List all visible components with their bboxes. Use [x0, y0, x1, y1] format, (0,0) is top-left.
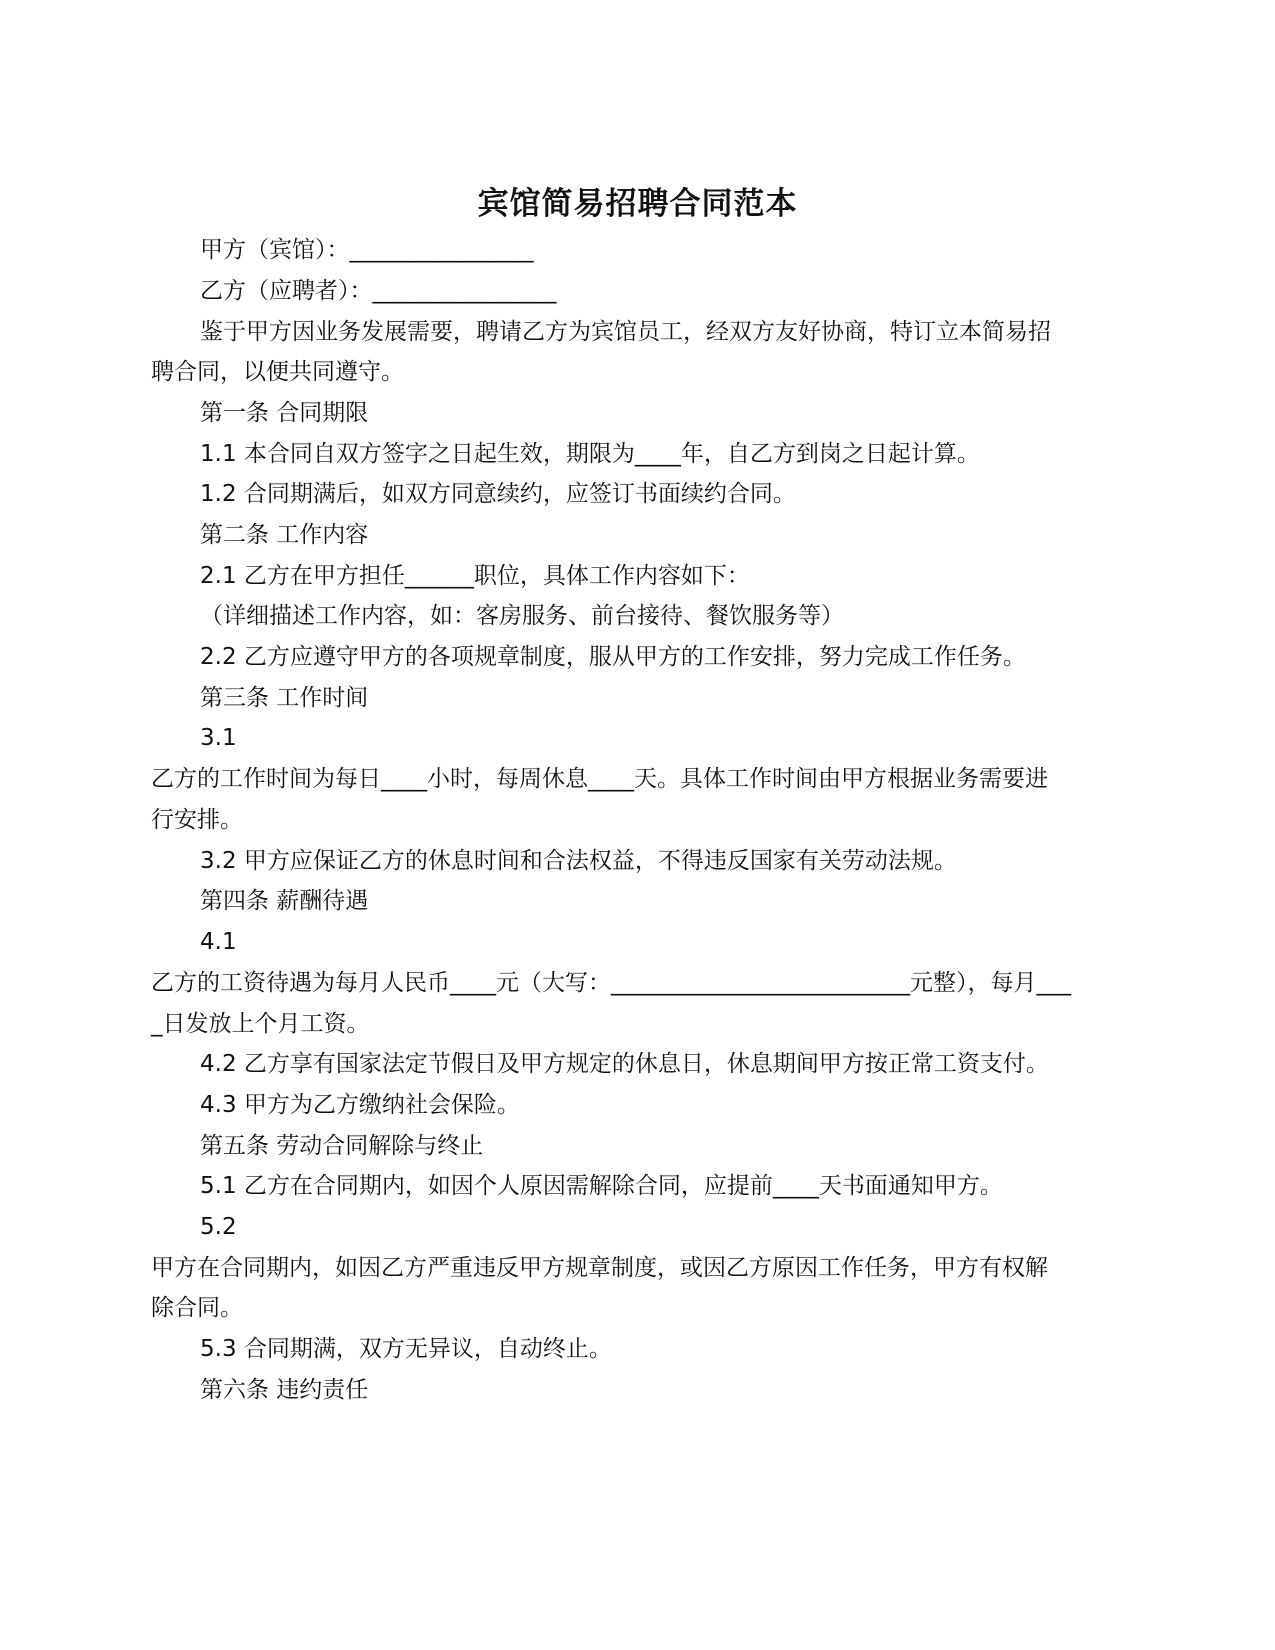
- clause-1-1: 1.1 本合同自双方签字之日起生效，期限为____年，自乙方到岗之日起计算。: [200, 441, 980, 467]
- clause-4-1-line-1: 乙方的工资待遇为每月人民币____元（大写：__________________________元整），每月___: [151, 970, 1071, 996]
- article-4-heading: 第四条 薪酬待遇: [200, 888, 369, 914]
- clause-5-3: 5.3 合同期满，双方无异议，自动终止。: [200, 1336, 612, 1362]
- article-1-heading: 第一条 合同期限: [200, 400, 369, 426]
- clause-4-1-number: 4.1: [200, 929, 237, 955]
- article-6-heading: 第六条 违约责任: [200, 1377, 369, 1403]
- clause-5-2-number: 5.2: [200, 1214, 237, 1240]
- clause-4-2: 4.2 乙方享有国家法定节假日及甲方规定的休息日，休息期间甲方按正常工资支付。: [200, 1051, 1049, 1077]
- clause-5-2-line-2: 除合同。: [151, 1295, 243, 1321]
- clause-2-1-detail: （详细描述工作内容，如：客房服务、前台接待、餐饮服务等）: [200, 603, 844, 629]
- document-title: 宾馆简易招聘合同范本: [477, 186, 798, 222]
- clause-3-1-line-1: 乙方的工作时间为每日____小时，每周休息____天。具体工作时间由甲方根据业务需要进: [151, 766, 1048, 792]
- article-5-heading: 第五条 劳动合同解除与终止: [200, 1133, 484, 1159]
- preamble-line-1: 鉴于甲方因业务发展需要，聘请乙方为宾馆员工，经双方友好协商，特订立本简易招: [200, 319, 1051, 345]
- clause-3-1-line-2: 行安排。: [151, 807, 243, 833]
- party-b-line: 乙方（应聘者）：________________: [200, 278, 557, 304]
- clause-3-1-number: 3.1: [200, 725, 237, 751]
- article-2-heading: 第二条 工作内容: [200, 522, 369, 548]
- clause-3-2: 3.2 甲方应保证乙方的休息时间和合法权益，不得违反国家有关劳动法规。: [200, 848, 957, 874]
- clause-1-2: 1.2 合同期满后，如双方同意续约，应签订书面续约合同。: [200, 481, 796, 507]
- party-a-line: 甲方（宾馆）：________________: [200, 237, 534, 263]
- clause-4-3: 4.3 甲方为乙方缴纳社会保险。: [200, 1092, 520, 1118]
- clause-2-1: 2.1 乙方在甲方担任______职位，具体工作内容如下：: [200, 563, 750, 589]
- clause-5-2-line-1: 甲方在合同期内，如因乙方严重违反甲方规章制度，或因乙方原因工作任务，甲方有权解: [151, 1255, 1048, 1281]
- clause-2-2: 2.2 乙方应遵守甲方的各项规章制度，服从甲方的工作安排，努力完成工作任务。: [200, 644, 1026, 670]
- clause-4-1-line-2: _日发放上个月工资。: [151, 1011, 370, 1037]
- preamble-line-2: 聘合同，以便共同遵守。: [151, 359, 404, 385]
- clause-5-1: 5.1 乙方在合同期内，如因个人原因需解除合同，应提前____天书面通知甲方。: [200, 1173, 1003, 1199]
- article-3-heading: 第三条 工作时间: [200, 685, 369, 711]
